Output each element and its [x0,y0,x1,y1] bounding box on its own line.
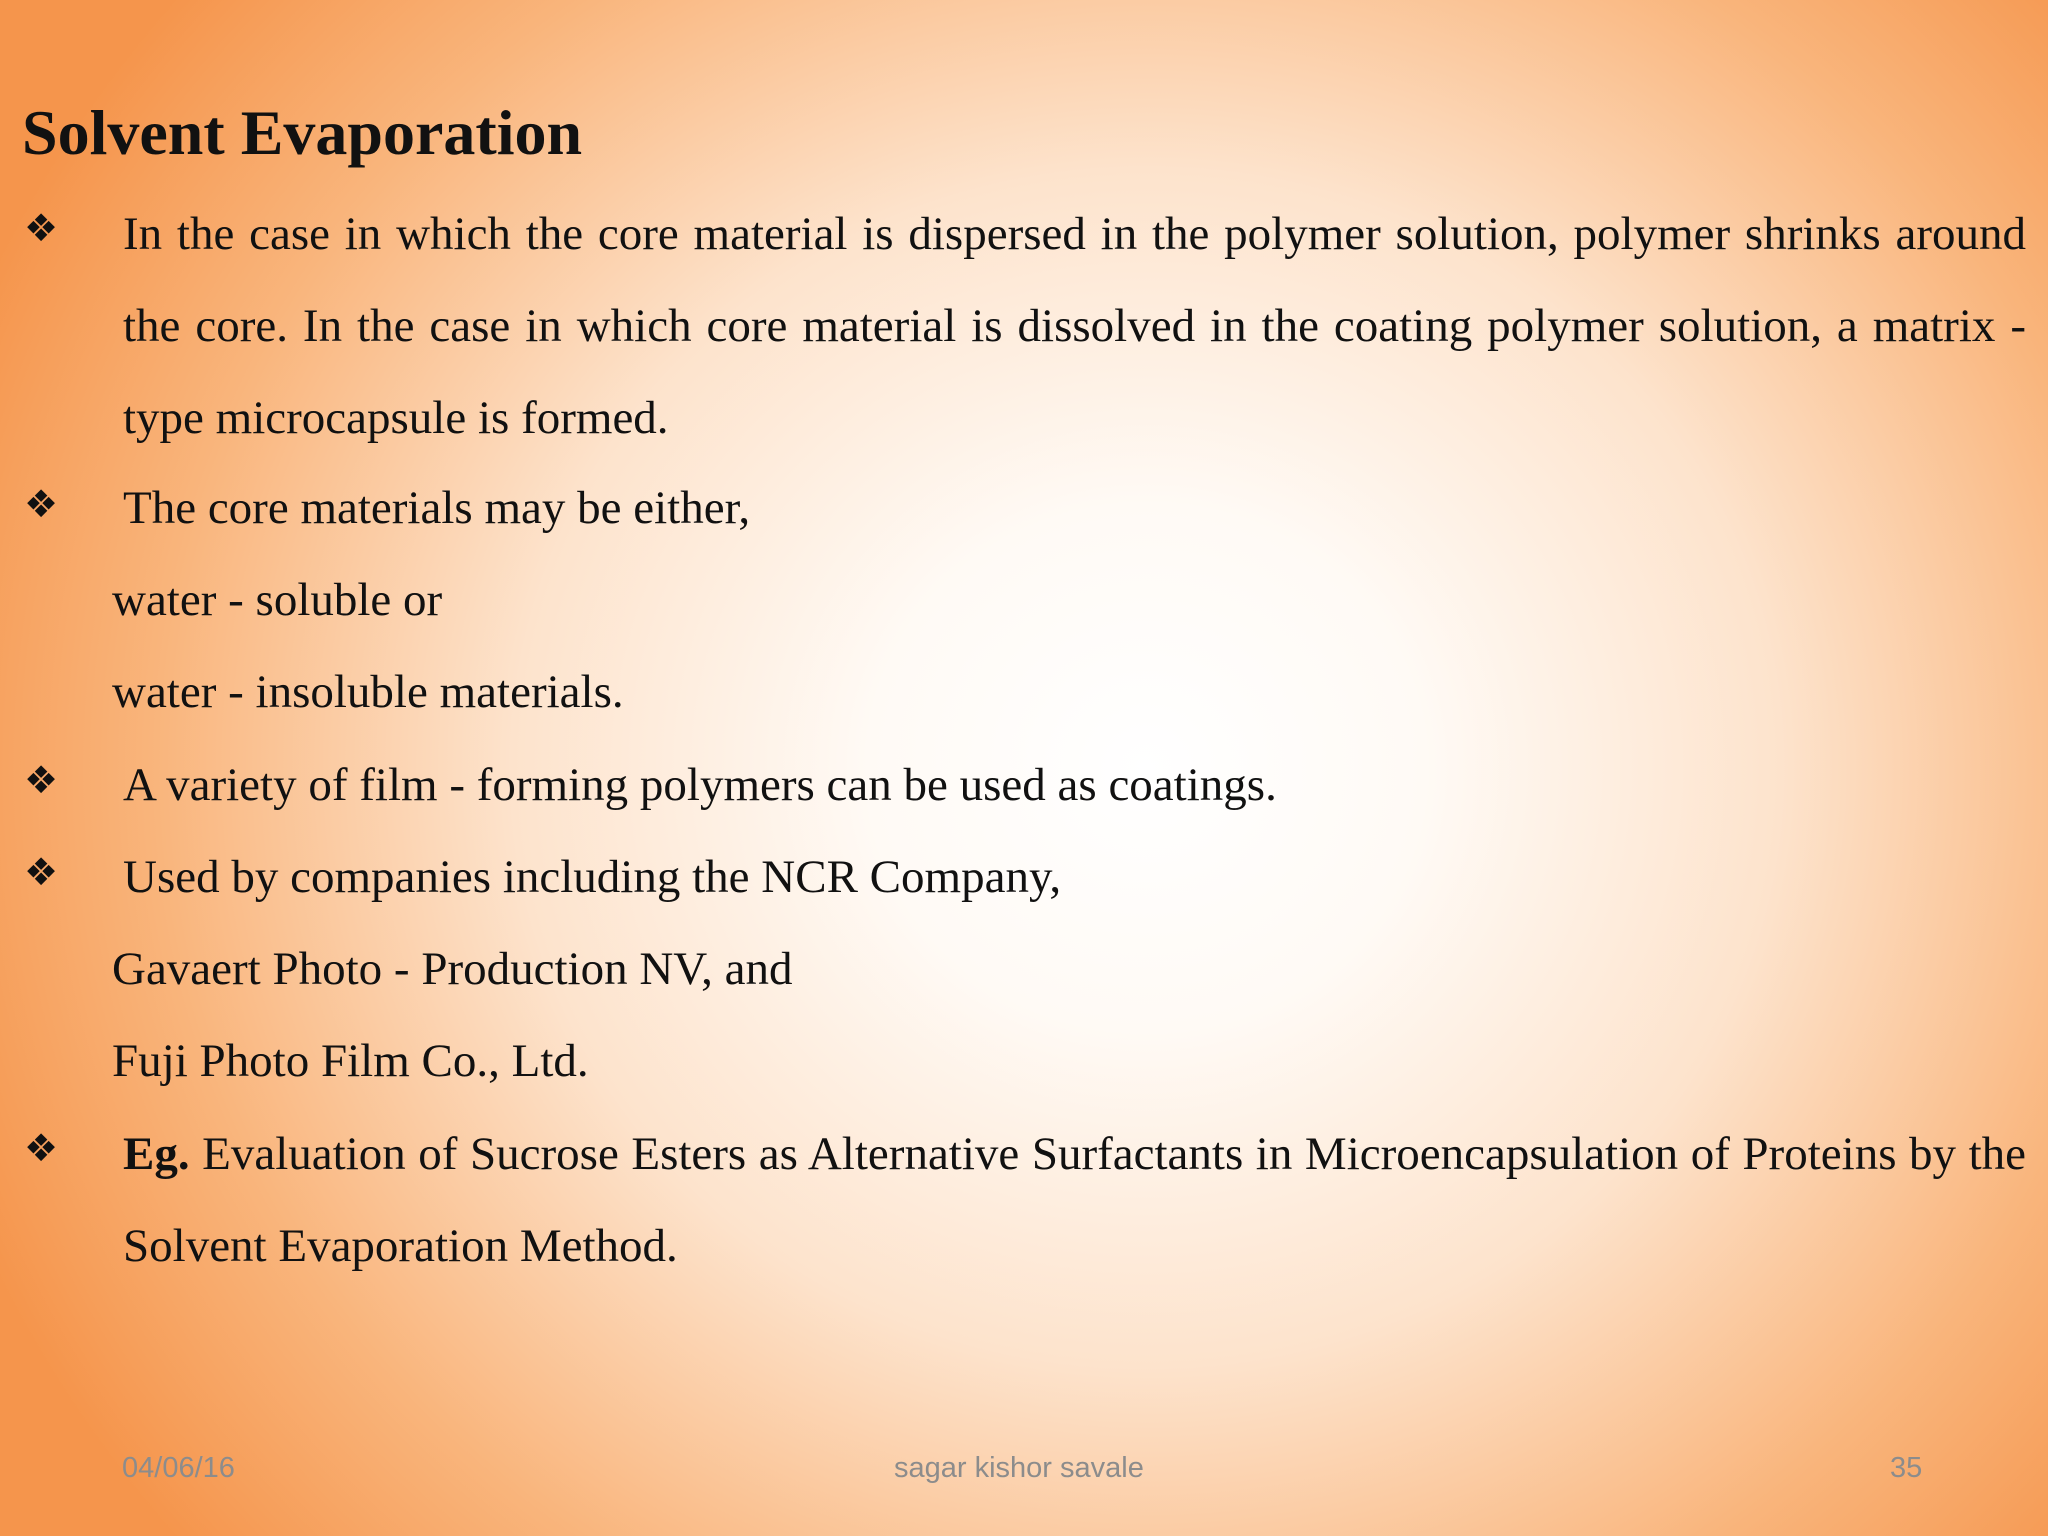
footer-author: sagar kishor savale [894,1452,1144,1484]
sub-line-water-insoluble: water - insoluble materials. [112,666,624,718]
bullet-text-example [123,1108,2026,1292]
sub-line-fuji: Fuji Photo Film Co., Ltd. [112,1035,589,1087]
example-prefix: Eg. [123,1128,190,1180]
sub-line-gavaert: Gavaert Photo - Production NV, and [112,943,793,995]
four-diamond-bullet-icon: ❖ [24,206,59,250]
sub-line-water-soluble: water - soluble or [112,574,443,626]
slide-title: Solvent Evaporation [22,97,583,168]
bullet-text-core-materials: The core materials may be either, [123,482,751,534]
four-diamond-bullet-icon: ❖ [24,758,59,802]
four-diamond-bullet-icon: ❖ [24,1126,59,1170]
four-diamond-bullet-icon: ❖ [24,850,59,894]
example-text: Evaluation of Sucrose Esters as Alternative Surfactants in Microencapsulation of Proteins by the Solvent Evaporation Method. [123,1128,2026,1272]
four-diamond-bullet-icon: ❖ [24,482,59,526]
bullet-text-film-forming: A variety of film - forming polymers can be used as coatings. [123,759,1277,811]
footer-date: 04/06/16 [122,1452,235,1484]
footer-page-number: 35 [1890,1452,1923,1484]
bullet-text-companies: Used by companies including the NCR Company, [123,851,1062,903]
bullet-text-core-dispersed: In the case in which the core material is dispersed in the polymer solution, polymer shrinks around the core. In the case in which core material is dissolved in the coating polymer solution, a matrix - type microcapsule is formed. [123,208,2026,444]
